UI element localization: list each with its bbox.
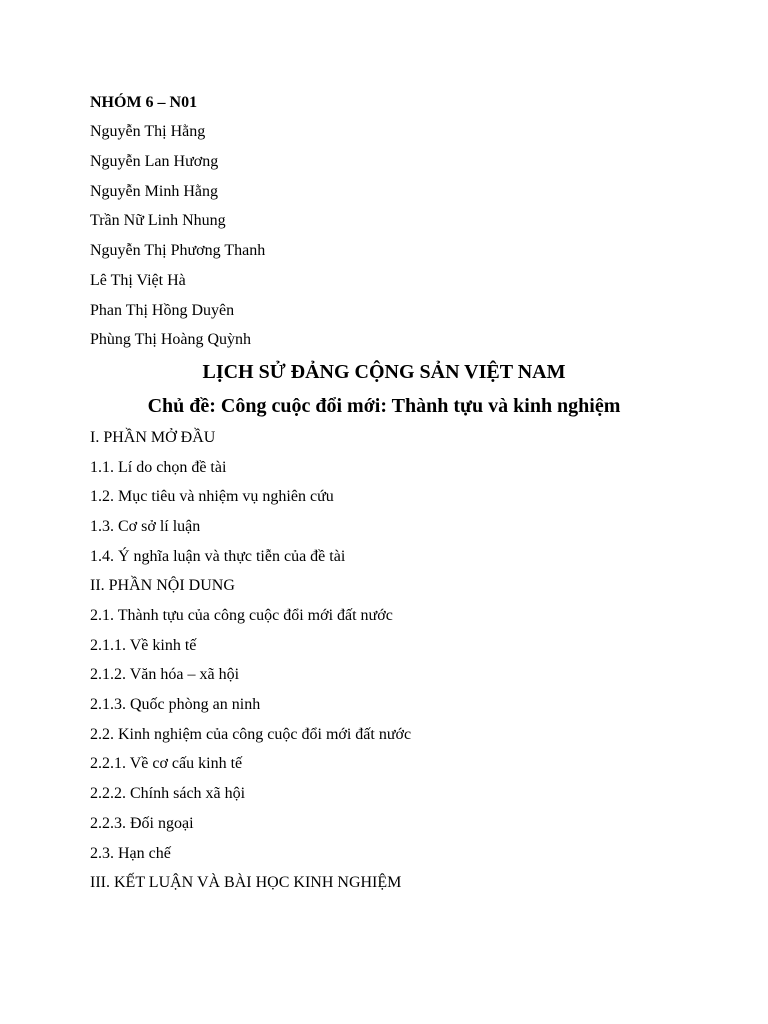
member-name: Trần Nữ Linh Nhung [90,212,226,229]
member-name: Nguyễn Lan Hương [90,153,219,170]
outline-item: 2.2.1. Về cơ cấu kinh tế [90,755,243,772]
outline-item: 2.1.3. Quốc phòng an ninh [90,696,261,713]
outline-item: 2.1.2. Văn hóa – xã hội [90,666,240,683]
outline-item: 1.3. Cơ sở lí luận [90,518,201,535]
outline-item: II. PHẦN NỘI DUNG [90,577,235,594]
group-heading: NHÓM 6 – N01 [90,94,198,111]
member-name: Phan Thị Hồng Duyên [90,302,235,319]
document-subtitle: Chủ đề: Công cuộc đổi mới: Thành tựu và kinh nghiệm [147,395,621,417]
outline-item: 1.1. Lí do chọn đề tài [90,459,227,476]
outline-item: 1.4. Ý nghĩa luận và thực tiễn của đề tài [90,548,346,565]
member-name: Lê Thị Việt Hà [90,272,186,289]
member-name: Phùng Thị Hoàng Quỳnh [90,331,252,348]
outline-item: 2.2.2. Chính sách xã hội [90,785,246,802]
outline-item: 2.2.3. Đối ngoại [90,815,194,832]
outline-item: 2.1. Thành tựu của công cuộc đổi mới đất nước [90,607,393,624]
outline-item: III. KẾT LUẬN VÀ BÀI HỌC KINH NGHIỆM [90,874,402,891]
outline-item: 2.3. Hạn chế [90,845,171,862]
document-title: LỊCH SỬ ĐẢNG CỘNG SẢN VIỆT NAM [202,361,566,383]
outline-item: 2.1.1. Về kinh tế [90,637,197,654]
outline-item: 1.2. Mục tiêu và nhiệm vụ nghiên cứu [90,488,334,505]
member-name: Nguyễn Thị Phương Thanh [90,242,266,259]
outline-item: 2.2. Kinh nghiệm của công cuộc đổi mới đất nước [90,726,412,743]
member-name: Nguyễn Minh Hằng [90,183,218,200]
member-name: Nguyễn Thị Hằng [90,123,206,140]
outline-item: I. PHẦN MỞ ĐẦU [90,429,216,446]
